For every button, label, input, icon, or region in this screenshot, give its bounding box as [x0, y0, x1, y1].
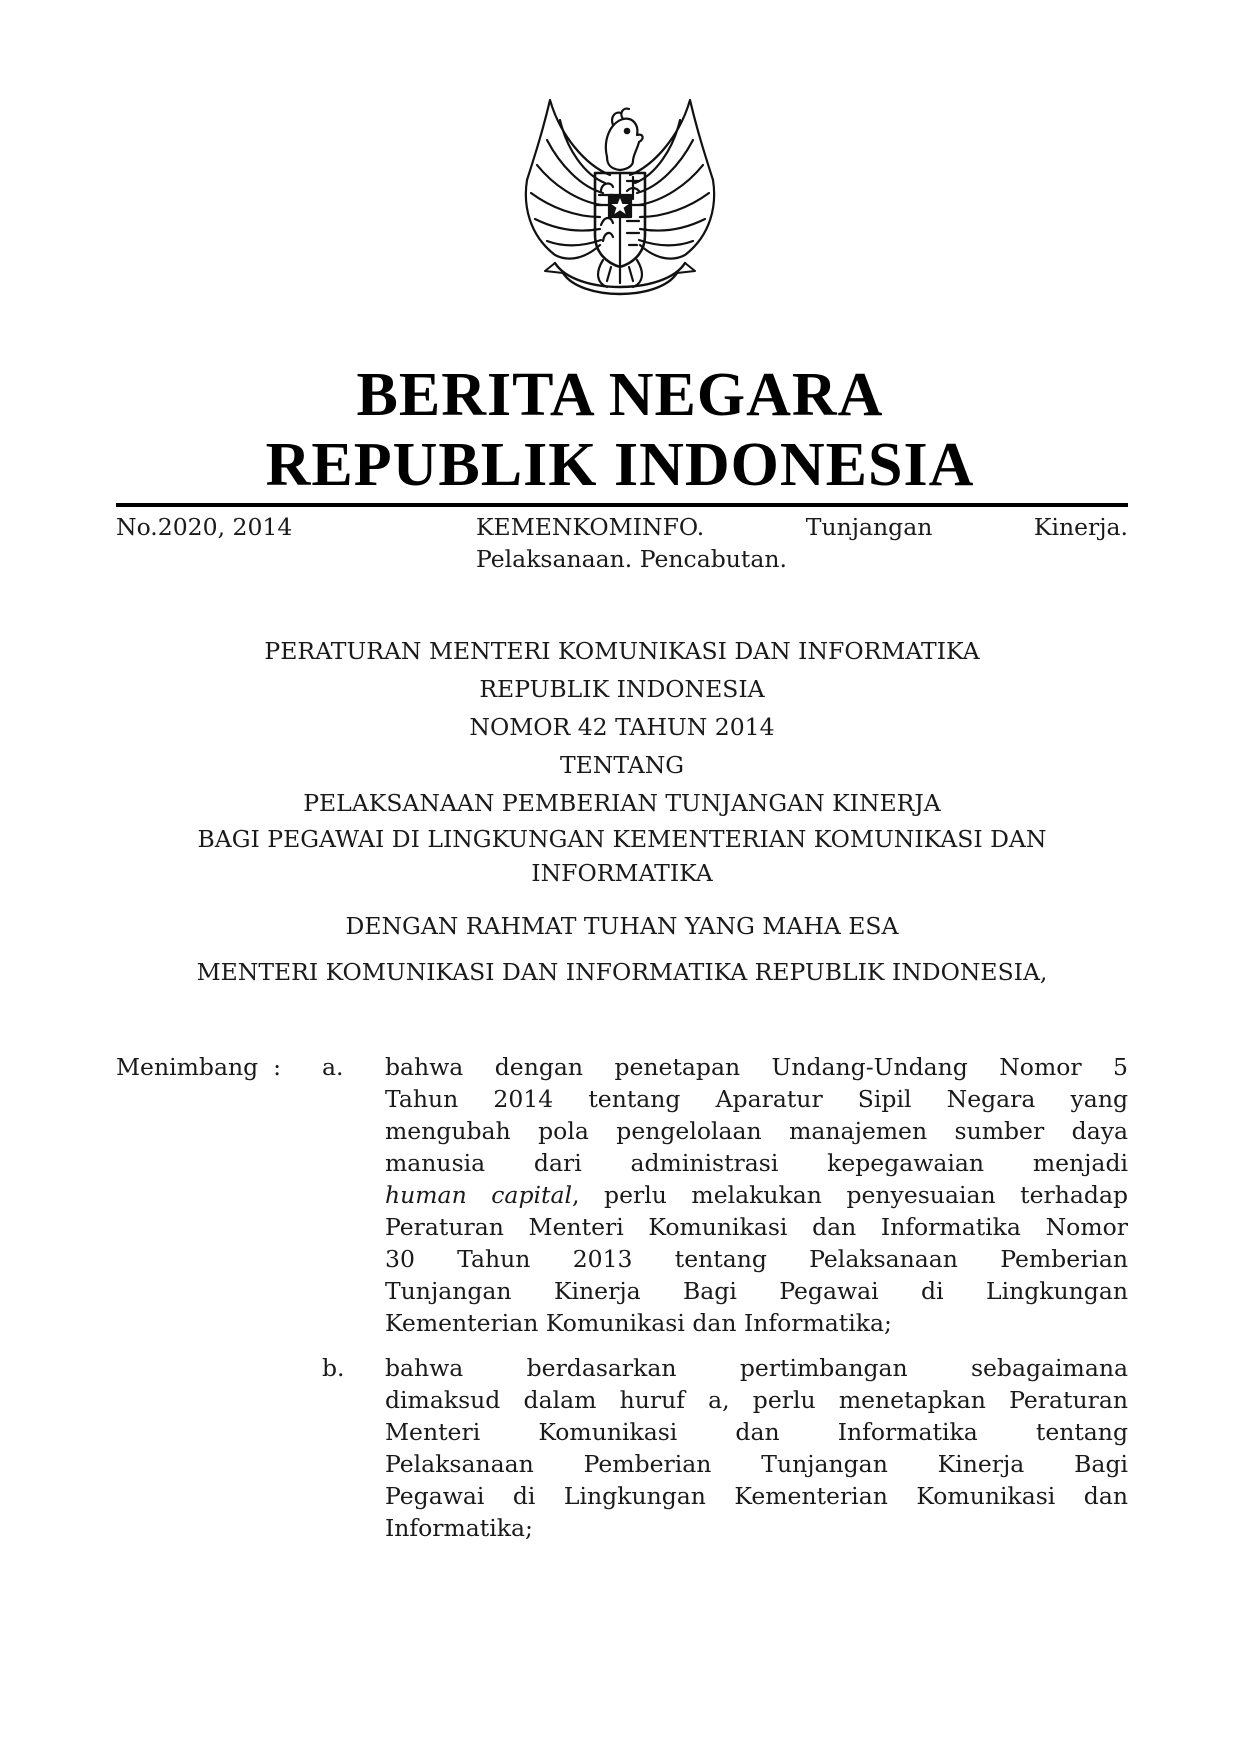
masthead-divider	[116, 503, 1128, 507]
item-a-line: Kementerian Komunikasi dan Informatika;	[385, 1309, 892, 1337]
item-b-line: dimaksud dalam huruf a, perlu menetapkan Peraturan	[385, 1386, 1128, 1414]
item-a-line	[385, 1179, 1128, 1211]
regulation-title-line-2: REPUBLIK INDONESIA	[479, 675, 765, 703]
regulation-subject-line-1: PELAKSANAAN PEMBERIAN TUNJANGAN KINERJA	[303, 789, 941, 817]
considering-separator: :	[273, 1053, 282, 1081]
item-a-line-rest: , perlu melakukan penyesuaian terhadap	[571, 1181, 1129, 1209]
considering-item-a	[385, 1051, 1128, 1339]
gazette-subject	[476, 511, 1128, 575]
gazette-subject-line-2: Pelaksanaan. Pencabutan.	[476, 545, 787, 573]
masthead-line-2: REPUBLIK INDONESIA	[265, 431, 975, 499]
item-a-line: mengubah pola pengelolaan manajemen sumber daya	[385, 1117, 1128, 1145]
item-b-line: Pelaksanaan Pemberian Tunjangan Kinerja Bagi	[385, 1450, 1128, 1478]
regulation-number: NOMOR 42 TAHUN 2014	[469, 713, 775, 741]
considering-label-text: Menimbang	[116, 1053, 259, 1081]
item-a-line: bahwa dengan penetapan Undang-Undang Nomor 5	[385, 1053, 1128, 1081]
item-b-line: bahwa berdasarkan pertimbangan sebagaimana	[385, 1354, 1128, 1382]
considering-item-b	[385, 1352, 1128, 1544]
regulation-title-line-1: PERATURAN MENTERI KOMUNIKASI DAN INFORMATIKA	[264, 637, 980, 665]
item-a-line: 30 Tahun 2013 tentang Pelaksanaan Pemberian	[385, 1245, 1128, 1273]
preamble-mercy: DENGAN RAHMAT TUHAN YANG MAHA ESA	[345, 912, 899, 940]
preamble-minister: MENTERI KOMUNIKASI DAN INFORMATIKA REPUBLIK INDONESIA,	[196, 958, 1048, 986]
regulation-subject-line-2: BAGI PEGAWAI DI LINGKUNGAN KEMENTERIAN KOMUNIKASI DAN	[197, 825, 1047, 853]
item-b-line: Menteri Komunikasi dan Informatika tentang	[385, 1418, 1128, 1446]
masthead-line-1: BERITA NEGARA	[356, 361, 884, 429]
item-b-line: Pegawai di Lingkungan Kementerian Komunikasi dan	[385, 1482, 1128, 1510]
considering-label	[116, 1051, 281, 1083]
gazette-subject-line-1: KEMENKOMINFO. Tunjangan Kinerja.	[476, 513, 1128, 541]
gazette-masthead	[0, 360, 1240, 500]
item-b-line: Informatika;	[385, 1514, 533, 1542]
considering-item-b-marker: b.	[322, 1354, 345, 1382]
considering-item-a-marker: a.	[322, 1053, 344, 1081]
gazette-number: No.2020, 2014	[116, 513, 293, 541]
regulation-about: TENTANG	[559, 751, 685, 779]
item-a-line: manusia dari administrasi kepegawaian menjadi	[385, 1149, 1128, 1177]
item-a-line: Tunjangan Kinerja Bagi Pegawai di Lingkungan	[385, 1277, 1128, 1305]
regulation-subject-line-3: INFORMATIKA	[531, 859, 713, 887]
regulation-title-block	[116, 632, 1128, 890]
item-a-line: Tahun 2014 tentang Aparatur Sipil Negara yang	[385, 1085, 1128, 1113]
item-a-line: Peraturan Menteri Komunikasi dan Informatika Nomor	[385, 1213, 1128, 1241]
item-a-italic-term: human capital	[385, 1181, 572, 1209]
garuda-emblem-icon	[515, 95, 725, 310]
